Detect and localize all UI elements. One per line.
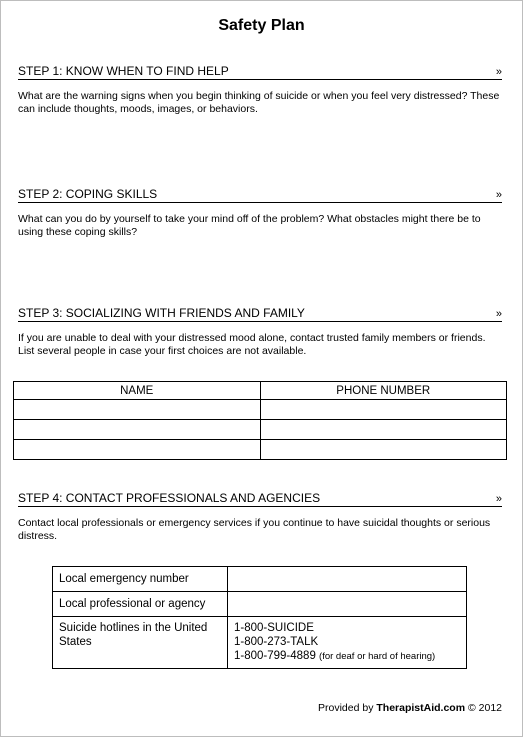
hotline-number: 1-800-799-4889 (234, 650, 316, 662)
emergency-number-cell[interactable] (228, 567, 467, 592)
table-row (14, 420, 507, 440)
phone-cell[interactable] (260, 440, 507, 460)
table-row (53, 592, 467, 617)
hotline-number-deaf (234, 649, 460, 664)
step-2-description: What can you do by yourself to take your mind off of the problem? What obstacles might there be to using these coping skills? (18, 213, 481, 238)
step-2-label: STEP 2: COPING SKILLS (18, 187, 158, 201)
hotline-number: 1-800-273-TALK (234, 636, 319, 648)
step-3-description: If you are unable to deal with your distressed mood alone, contact trusted family members or friends. List several people in case your first choices are not available. (18, 332, 486, 357)
table-row (14, 440, 507, 460)
emergency-number-label: Local emergency number (53, 567, 228, 592)
step-4-heading (18, 491, 502, 507)
footer-prefix: Provided by (318, 702, 377, 714)
name-column-header: NAME (14, 382, 261, 400)
table-header-row (14, 382, 507, 400)
phone-cell[interactable] (260, 420, 507, 440)
friends-table (13, 381, 507, 460)
name-cell[interactable] (14, 440, 261, 460)
name-cell[interactable] (14, 420, 261, 440)
footer-brand: TherapistAid.com (376, 702, 466, 714)
footer-credit (318, 702, 502, 714)
footer-copyright: © 2012 (465, 702, 502, 714)
chevron-right-icon: » (495, 66, 502, 78)
hotline-number: 1-800-SUICIDE (234, 622, 314, 634)
professional-agency-label: Local professional or agency (53, 592, 228, 617)
chevron-right-icon: » (495, 308, 502, 320)
table-row (53, 567, 467, 592)
professionals-table (52, 566, 467, 669)
step-3-heading (18, 306, 502, 322)
page-title: Safety Plan (218, 17, 305, 34)
step-4-description: Contact local professionals or emergency services if you continue to have suicidal thoughts or serious distress. (18, 517, 491, 542)
table-row (14, 400, 507, 420)
step-4-label: STEP 4: CONTACT PROFESSIONALS AND AGENCIES (18, 491, 321, 505)
step-2-heading (18, 187, 502, 203)
professional-agency-cell[interactable] (228, 592, 467, 617)
name-cell[interactable] (14, 400, 261, 420)
chevron-right-icon: » (495, 189, 502, 201)
step-1-description: What are the warning signs when you begin thinking of suicide or when you feel very distressed? These can include thoughts, moods, images, or behaviors. (18, 90, 500, 115)
phone-column-header: PHONE NUMBER (260, 382, 507, 400)
hotline-note: (for deaf or hard of hearing) (319, 651, 436, 662)
chevron-right-icon: » (495, 493, 502, 505)
step-1-heading (18, 64, 502, 80)
phone-cell[interactable] (260, 400, 507, 420)
hotlines-label: Suicide hotlines in the United States (53, 617, 228, 669)
hotlines-cell (228, 617, 467, 669)
table-row (53, 617, 467, 669)
step-1-label: STEP 1: KNOW WHEN TO FIND HELP (18, 64, 229, 78)
step-3-label: STEP 3: SOCIALIZING WITH FRIENDS AND FAMILY (18, 306, 305, 320)
